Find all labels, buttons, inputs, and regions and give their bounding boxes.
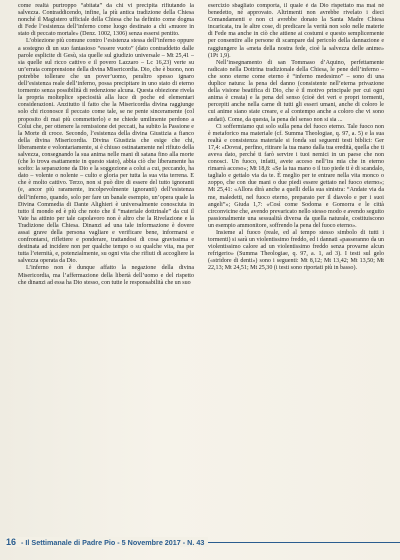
footer-label (6, 537, 208, 547)
paragraph: L’obiezione più comune contro l’esistenza stessa dell’inferno oppure a sostegno di un suo fantasioso “essere vuoto” (dato contraddetto dalle parole esplicite di Gesù, sia quelle sul giudizio universale – Mt 25,41 – sia quelle sul ricco cattivo e il povero Lazzaro – Lc 16,23) verte su un’errata comprensione della divina Misericordia. Dio, che è buono, non potrebbe tollerare che un pover’uomo, peraltro spesso ignaro dell’esistenza reale dell’inferno, possa precipitare in uno stato di eterno tormento senza possibilità di redenzione alcuna. Questa obiezione rivela la propria molteplice speciosità alla luce di poche ed elementari considerazioni. Anzitutto il fatto che la Misericordia divina raggiunge solo chi riconosce il peccato come tale, se ne pente sinceramente (col proposito di mai più commetterlo) e ne chiede umilmente perdono a Colui che, per ottenere la remissione dei peccati, ha subito la Passione e la Morte di croce. Secondo, l’esistenza della divina Giustizia a fianco della divina Misericordia. Divina Giustizia che esige che chi, liberamente e volontariamente, si è chiuso ostinatamente nel rifiuto della salvezza, consegnando la sua anima nelle mani di satana fino alla morte (che lo trova esattamente in questo stato), abbia ciò che liberamente ha scelto: la separazione da Dio e la soggezione a colui a cui, peccando, ha dato – volente o nolente – culto e gloria per tutta la sua vita terrena. E che è molto cattivo. Terzo, non si può dire di essere del tutto ignoranti (e, ancor più raramente, incolpevolmente ignoranti) dell’esistenza dell’inferno, quando, solo per fare un banale esempio, un’opera quale la Divina Commedia di Dante Alighieri è universalmente conosciuta in tutto il mondo ed è più che noto che il “materiale dottrinale” da cui il Vate ha attinto per tale capolavoro non è altro che la Rivelazione e la Tradizione della Chiesa. Dinanzi ad una tale informazione è dovere assai grave della persona vagliare e verificare bene, informarsi e confrontarsi, riflettere e ponderare, trattandosi di cosa gravissima e destinata ad incidere non per qualche tempo o su qualche vita, ma per tutta l’eternità, e, potenzialmente, su ogni vita che rifiuti di accogliere la salvezza operata da Dio. (18, 38, 194, 265)
paragraph: Nell’insegnamento di san Tommaso d’Aquino, perfettamente radicato nella Dottrina tradizionale della Chiesa, le pene dell’inferno – che sono eterne come eterno è “inferno medesimo” – sono di una duplice natura: la pena del danno (consistente nell’eterna privazione della visione beatifica di Dio, che è il motivo principale per cui ogni anima è creata) e la pena del senso (cioè dei veri e propri tormenti, percepiti anche nella carne di tutti gli esseri umani, anche di coloro le cui anime siano state creare, e al contempo anche a coloro che vi sono andati). Come, da questa, la pena del senso non si sia ... (208, 59, 384, 123)
paragraph: come realtà purtroppo “abitata” da chi vi precipita rifiutando la salvezza. Contraddicendo, infine, la più antica tradizione della Chiesa nonché il Magistero ufficiale della Chiesa che ha definito come dogma di Fede l’esistenza dell’inferno come luogo destinato a chi «muore in stato di peccato mortale» (Denz. 1002, 1306) senza essersi pentito. (18, 3, 194, 38)
paragraph: Insieme al fuoco (reale, ed al tempo stesso simbolo di tutti i tormenti) si sarà un violentissimo freddo, ed i dannati «passeranno da un violentissimo calore ad un violentissimo freddo senza provarne alcun refrigerio» (Summa Theologiae, q. 97, a. 1, ad 3). I testi sul gelo («stridore di denti») sono i seguenti: Mt 8,12; Mt 13,42; Mt 13,50; Mt 22,13; Mt 24,51; Mt 25,30 (i testi sono riportati più in basso). (208, 230, 384, 272)
page-footer (0, 532, 400, 552)
publication-info: - Il Settimanale di Padre Pio - 5 Novembre 2017 - N. 43 (21, 538, 205, 547)
left-column (18, 3, 194, 527)
paragraph: Ci soffermiamo qui solo sulla pena del fuoco eterno. Tale fuoco non è metaforico ma materiale (cf. Summa Theologiae, q. 97, a. 5) e la sua realtà e consistenza materiale si fonda sui seguenti testi biblici: Ger 17,4: «Dovrai, perfino, ritirare la tua mano dalla tua eredità, quella che ti aveva dato, perché ti farò servire i tuoi nemici in un paese che non conosci. Un fuoco, infatti, avete acceso nell’ira mia che in eterno rimarrà acceso»; Mt 18,8: «Se la tua mano o il tuo piede ti è di scandalo, taglialo e gettalo via da te. È meglio per te entrare nella vita monco o zoppo, che con due mani o due piedi essere gettato nel fuoco eterno»; Mt 25,41: «Allora dirà anche a quelli della sua sinistra: “Andate via da me, maledetti, nel fuoco eterno, preparato per il diavolo e per i suoi angeli”»; Giuda 1,7: «Così come Sodoma e Gomorra e le città circonvicine che, avendo prevaricato nello stesso modo e avendo seguito passionalmente una sessualità diversa da quella naturale, costituiscono un esempio ammonitore, soffrendo la pena del fuoco eterno». (208, 123, 384, 229)
paragraph: L’inferno non è dunque affatto la negazione della divina Misericordia, ma l’affermazione della libertà dell’uomo e del rispetto che dinanzi ad essa ha Dio stesso, con tutte le responsabilità che un suo (18, 265, 194, 286)
right-column (208, 3, 384, 527)
paragraph: esercizio sbagliato comporta, il quale è da Dio rispettato ma mai né benedetto, né approvato. Altrimenti non avrebbe rivelato i dieci Comandamenti e non ci avrebbe donato la Santa Madre Chiesa incaricata, tra le altre cose, di predicare la verità non solo nelle materie di Fede ma anche in ciò che attiene ai costumi e questo semplicemente per consentire alle persone di scampare dal pericolo della dannazione e raggiungere la «meta della nostra fede, cioè la salvezza delle anime» (1Pt 1,9). (208, 3, 384, 59)
article-body (18, 3, 384, 527)
page-number: 16 (6, 537, 17, 547)
